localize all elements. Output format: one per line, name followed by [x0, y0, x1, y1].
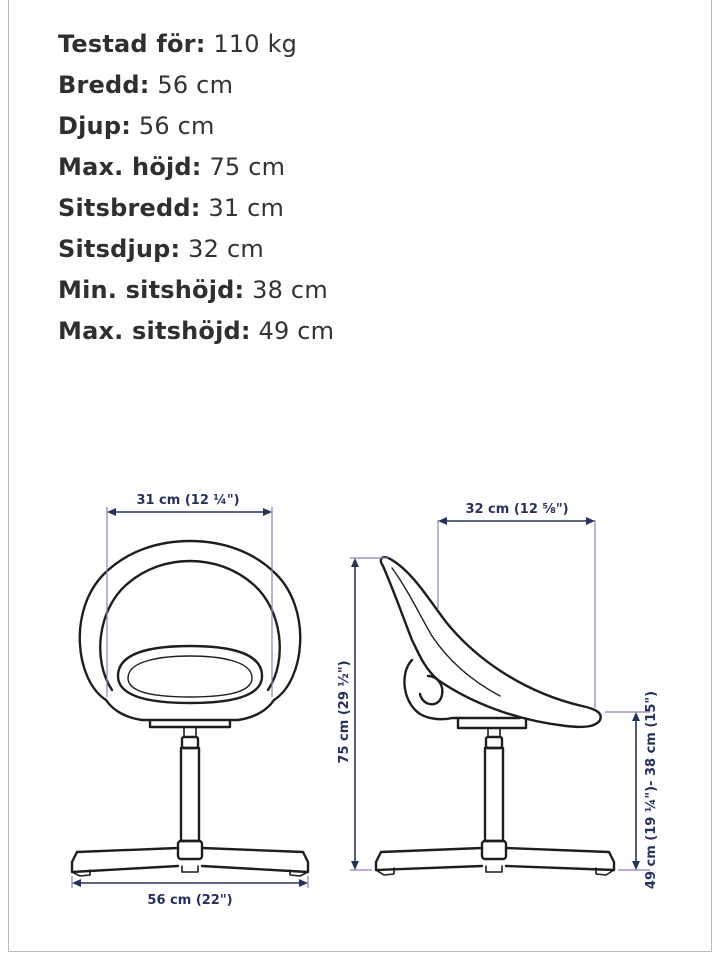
side-bracket: [404, 660, 520, 719]
side-base-right: [506, 848, 614, 870]
spec-seat-width: Sitsbredd: 31 cm: [58, 194, 285, 222]
spec-seat-depth: Sitsdjup: 32 cm: [58, 235, 264, 263]
seat-depth-label: 32 cm (12 ⅝"): [465, 502, 569, 517]
base-width-label: 56 cm (22"): [147, 893, 233, 908]
side-bracket-hole: [420, 676, 442, 704]
spec-max-seat-height: Max. sitshöjd: 49 cm: [58, 317, 335, 345]
front-base-left: [72, 848, 178, 872]
side-mechanism: [458, 718, 526, 728]
side-view-chair: [376, 557, 614, 875]
front-bolt: [182, 737, 198, 748]
front-shell-outer: [80, 541, 300, 720]
spec-tested-for: Testad för: 110 kg: [58, 30, 298, 58]
front-column: [181, 748, 199, 841]
seat-height-label: 49 cm (19 ¼")- 38 cm (15"): [644, 690, 659, 890]
total-height-label: 75 cm (29 ½"): [337, 660, 352, 764]
spec-max-height: Max. höjd: 75 cm: [58, 153, 286, 181]
side-shell: [381, 557, 601, 727]
side-base-left: [376, 848, 482, 870]
front-column-base: [178, 841, 202, 859]
front-seat-cushion: [118, 646, 262, 703]
front-seat-cushion-inner: [128, 656, 252, 697]
seat-width-label: 31 cm (12 ¼"): [136, 493, 240, 508]
front-base-right: [202, 848, 308, 872]
front-shell-inner: [100, 561, 280, 690]
spec-depth: Djup: 56 cm: [58, 112, 215, 140]
side-column-base: [482, 841, 506, 859]
spec-min-seat-height: Min. sitshöjd: 38 cm: [58, 276, 328, 304]
side-column: [485, 748, 503, 841]
side-bolt: [486, 737, 502, 748]
spec-width: Bredd: 56 cm: [58, 71, 234, 99]
